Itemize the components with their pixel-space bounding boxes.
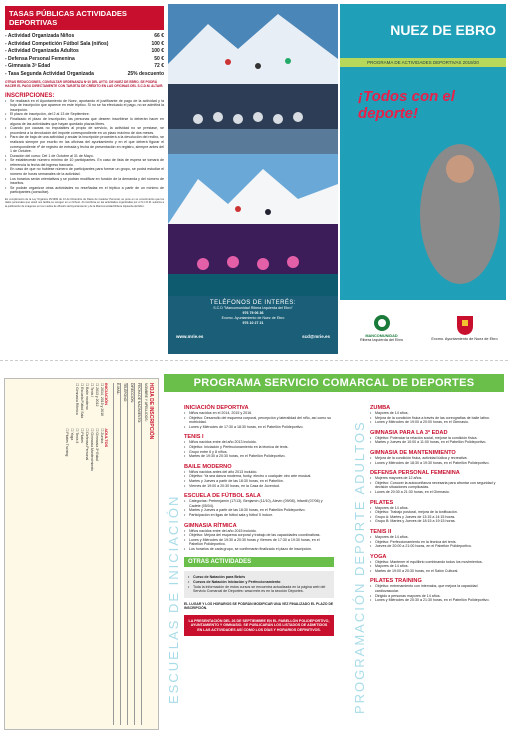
- tasa-price: 66 €: [154, 33, 164, 39]
- activity-title: GIMNASIA RÍTMICA: [184, 522, 237, 529]
- activity-title: ESCUELA DE FÚTBOL SALA: [184, 493, 261, 500]
- form-checkbox[interactable]: ☐ Defensa Personal: [84, 428, 89, 471]
- activity-line: • Martes y Jueves de 10:00 a 11:00 horas, en el Pabellón Polideportivo.: [370, 440, 502, 445]
- ayuntamiento-logo: [430, 314, 500, 341]
- mancomunidad-logo: [347, 313, 417, 342]
- right-activities: [370, 405, 502, 603]
- activity-line: • Participación en ligas de fútbol sala y fútbol 5 indoor.: [184, 513, 334, 518]
- form-checkbox[interactable]: ☐ Tenis I: [89, 383, 94, 418]
- activity-line: • Mayores de 14 años.: [370, 564, 502, 569]
- inscripciones-list: [5, 99, 164, 195]
- ayuntamiento-name: Excmo. Ayuntamiento de Nuez de Ebro: [431, 336, 498, 341]
- photo-column: [168, 4, 338, 354]
- activity-line: • Niños nacidos entre del año 2013 incluido.: [184, 440, 334, 445]
- activity-title: TENIS II: [370, 528, 392, 535]
- activity-line: • Objetivo: Trabajo postural, mejora de la tonificación.: [370, 510, 502, 515]
- contact-line: 976 79 06 36: [242, 311, 264, 315]
- form-field: [127, 383, 134, 725]
- form-checkbox[interactable]: ☐ Zumba: [99, 428, 104, 471]
- tasas-header: TASAS PÚBLICAS ACTIVIDADES DEPORTIVAS: [5, 6, 164, 30]
- activity-line: • Lunes y Miércoles de 19:30 a 20:30 horas y Viernes de 17:30 a 19:30 horas, en el Pabellón Polideportivo.: [184, 538, 334, 547]
- form-checkbox[interactable]: ☐ Escuela Fútbol Sala: [79, 383, 84, 418]
- otras-item: • Cursos de Natación Iniciación y Perfeccionamiento: [188, 580, 330, 585]
- tasa-price: 25% descuento: [127, 70, 164, 77]
- form-checkbox[interactable]: ☐ Yoga: [69, 428, 74, 471]
- activity-line: • Lunes de 20:30 a 21:30 horas, en el Gimnasio.: [370, 490, 502, 495]
- program-right-column: [370, 400, 502, 603]
- activity-line: • Martes y Jueves a partir de las 18:30 horas, en el Pabellón.: [184, 479, 334, 484]
- otras-title: OTRAS ACTIVIDADES: [184, 557, 334, 567]
- coat-of-arms-icon: [456, 314, 474, 336]
- form-field-label: E-MAIL:: [116, 383, 120, 396]
- activity-title: GIMNASIA DE MANTENIMIENTO: [370, 449, 456, 456]
- activity-line: • Martes de 19:30 a 20:30 horas, en el Pabellón Polideportivo.: [184, 454, 334, 459]
- form-group-title: ADULTOS: [104, 428, 109, 448]
- cover-subtitle-band: PROGRAMA DE ACTIVIDADES DEPORTIVAS 2019/20: [340, 58, 506, 67]
- activity-line: • Lunes y Miércoles de 20:30 a 21:30 horas, en el Pabellón Polideportivo.: [370, 598, 502, 603]
- activity-line: • Objetivo: entrenamiento con intervalos, que mejora la capacidad cardiovascular.: [370, 584, 502, 593]
- left-activities: [184, 405, 334, 551]
- form-field-label: NOMBRE Y APELLIDOS:: [144, 383, 148, 422]
- legal-text: En cumplimiento de la Ley Orgánica 15/1999 de 13 de Diciembre de Datos de Carácter Personal, se pone en su conocimiento que los datos personales que usted nos facilita se recogen en un fichero. Al inscribirse en las actividades organizadas por el S.C.D.M. autoriza a la publicación de imágenes en los medios de difusión del Ayuntamiento y de la Mancomunidad Ribera Izquierda del Ebro.: [5, 198, 164, 208]
- schedule-note: EL LUGAR Y LOS HORARIOS SE PODRÁN MODIFICAR UNA VEZ FINALIZADO EL PLAZO DE INSCRIPCIÓN.: [184, 601, 334, 611]
- program-left-column: [184, 400, 334, 636]
- brochure-inside: [0, 368, 508, 737]
- tasa-label: - Actividad Organizada Adultos: [5, 48, 79, 55]
- cover-slogan: ¡Todos con el deporte!: [358, 88, 455, 122]
- inscripcion-item: • Se realizará en el Ayuntamiento de Nuez, aportando el justificante de pago de la actividad y la hoja de inscripción que aparece en este tríptico. Si no se ha efectuado el pago, no se admitirá la inscripción.: [5, 99, 164, 113]
- form-title: HOJA DE INSCRIPCIÓN: [148, 383, 154, 440]
- ski-photo: [168, 4, 338, 84]
- activity-line: • Lunes y Miércoles de 17:30 a 18:30 horas, en el Pabellón Polideportivo.: [184, 425, 334, 430]
- tasa-row: [5, 33, 164, 41]
- tasa-row: [5, 71, 164, 79]
- registration-form: [4, 378, 159, 730]
- otras-item: • Curso de Natación para Bebés: [188, 575, 330, 580]
- form-group-title: INICIACIÓN: [104, 383, 109, 405]
- form-field: [113, 383, 120, 725]
- inscripcion-item: • En caso de que no hubiese número de participantes para formar un grupo, se podrá estudiar el número de horas semanales de la actividad.: [5, 167, 164, 176]
- inscripcion-item: • Los horarios serán orientativos y se podrán modificar en función de la demanda y del número de inscritos.: [5, 177, 164, 186]
- tasa-label: - Actividad Competición Fútbol Sala (niños): [5, 40, 109, 47]
- contact-line: 976 10 27 21: [242, 321, 264, 325]
- mancomunidad-emblem-icon: [372, 313, 392, 333]
- activity-title: PILATES TRAINING: [370, 578, 422, 585]
- activity-line: • Jueves de 20:00 a 21:00 horas, en el Pabellón Polideportivo.: [370, 544, 502, 549]
- inscripcion-item: • Cuando por causas no imputables al propio de servicio, la actividad no se prestase, se procederá a la devolución del importe correspondiente en un plazo máximo de dos meses.: [5, 126, 164, 135]
- activity-line: • Martes de 19:00 a 20:30 horas, en el Salón Cultural.: [370, 569, 502, 574]
- form-checkbox[interactable]: ☐ Baile moderno: [84, 383, 89, 418]
- tasas-column: [2, 4, 167, 354]
- tasa-row: [5, 48, 164, 56]
- activity-line: • Grupo B: Martes y Jueves de 18:15 a 19:15 horas.: [370, 519, 502, 524]
- fitness-photo: [168, 224, 338, 296]
- program-panel: [164, 374, 504, 732]
- form-checkbox[interactable]: ☐ Gimnasia Rítmica: [74, 383, 79, 418]
- activity-line: • Niños nacidos entre del año 2015 incluido.: [184, 529, 334, 534]
- athlete-photo: [340, 144, 506, 300]
- inscripcion-item: • Duración del curso: Del 1 de Octubre al 31 de Mayo.: [5, 154, 164, 159]
- activity-line: • Viernes de 19:00 a 20:30 horas, en la Casa de Juventud.: [184, 484, 334, 489]
- mancomunidad-name: MANCOMUNIDAD: [365, 333, 398, 338]
- contact-line: Excmo. Ayuntamiento de Nuez de Ebro: [221, 316, 285, 320]
- form-checkbox[interactable]: ☐ Pilates: [79, 428, 84, 471]
- activity-line: • Mayores de 14 años.: [370, 411, 502, 416]
- form-field: [141, 383, 148, 725]
- activity-title: GIMNASIA PARA LA 3ª EDAD: [370, 429, 448, 436]
- mountain-photo: [168, 154, 338, 224]
- form-checkbox[interactable]: ☐ Tenis II: [74, 428, 79, 471]
- inscripcion-item: • Finalizado el plazo de inscripción, las personas que deseen inscribirse lo deberán hacer en alguna de las actividades que hayan quedado plazas libres.: [5, 117, 164, 126]
- activity-line: • Categorías: Prebenjamín (17/13), Benjamín (11/10), Alevín (09/08), Infantil (07/06) y Cadete (05/04).: [184, 499, 334, 508]
- activity-line: • Martes y Jueves a partir de las 18:30 horas, en el Pabellón Polideportivo.: [184, 508, 334, 513]
- activity-line: • Dirigido a personas mayores de 14 años.: [370, 594, 502, 599]
- activity-line: • Objetivo: Ya sea danza moderna, funky, electro o cualquier otro arte musical.: [184, 474, 334, 479]
- form-checkbox-groups: [64, 383, 113, 725]
- otras-box: [184, 571, 334, 597]
- activity-title: TENIS I: [184, 434, 204, 441]
- tasa-row: [5, 56, 164, 64]
- form-field-label: DIRECCIÓN:: [130, 383, 134, 403]
- inscripcion-item: • Para dar de baja de una actividad y anular la inscripción procederá a la devolución del recibo, se realizará siempre por escrito en las oficinas del ayuntamiento y en el que deberá figurar el correspondiente nº de registro de entrada y fecha de presentación en registro, siempre antes del 1 de Octubre.: [5, 135, 164, 153]
- form-field-label: TELÉFONO:: [123, 383, 127, 403]
- contact-title: TELÉFONOS DE INTERÉS:: [209, 300, 297, 306]
- cover-title: NUEZ DE EBRO: [390, 22, 496, 38]
- tasa-label: - Actividad Organizada Niños: [5, 33, 75, 39]
- activity-line: • Objetivo: Potenciar la relación social, mejorar la condición física.: [370, 436, 502, 441]
- activity-line: • Mayores de 14 años.: [370, 535, 502, 540]
- tasa-label: - Defensa Personal Femenina: [5, 55, 75, 62]
- activity-title: DEFENSA PERSONAL FEMENINA: [370, 470, 460, 477]
- program-title: PROGRAMA SERVICIO COMARCAL DE DEPORTES: [164, 374, 504, 392]
- contact-line: S.C.D "Mancomunidad Ribera Izquierda del Ebro": [213, 306, 293, 310]
- tasa-label: - Tasa Segunda Actividad Organizada: [5, 70, 94, 77]
- logos-row: [340, 300, 506, 354]
- activity-title: INICIACIÓN DEPORTIVA: [184, 405, 249, 411]
- activity-title: ZUMBA: [370, 405, 391, 411]
- activity-line: • Objetivo: Conocer la autoconfianza necesaria para afrontar con seguridad y decisión situaciones complicadas.: [370, 481, 502, 490]
- email-link[interactable]: scd@mrie.es: [302, 334, 330, 339]
- activity-line: • Grupo A: Martes y Jueves de 13:15 a 14:15 horas.: [370, 515, 502, 520]
- inscripcion-item: • Se podrán organizar otras actividades no reseñadas en el tríptico a partir de un mínimo de participantes (consultar).: [5, 186, 164, 195]
- activity-line: • Objetivo: Mantener el equilibrio combinando todos los movimientos.: [370, 560, 502, 565]
- form-field-label: FECHA DE NACIMIENTO:: [137, 383, 141, 424]
- otras-item: • Toda la información de estos cursos se encuentra actualizada en la página web del Servicio Comarcal de Deportes: www.mrie.es en la sección Deportes.: [188, 585, 330, 594]
- registration-form-rotated: [5, 379, 158, 729]
- activity-line: • Mejora de la condición física, actividad lúdica y recreativa.: [370, 456, 502, 461]
- activity-title: BAILE MODERNO: [184, 463, 232, 470]
- page-divider: [0, 360, 508, 361]
- brochure-outside: [0, 0, 508, 357]
- tasa-price: 72 €: [154, 63, 164, 70]
- activity-line: • Mujeres mayores de 12 años.: [370, 476, 502, 481]
- inscripcion-item: • Se establecerán número mínimo de 10 participantes. En caso de lista de espera se tomará de referencia la fecha del ingreso bancario.: [5, 158, 164, 167]
- mancomunidad-subtitle: Ribera Izquierda del Ebro: [359, 337, 404, 342]
- form-fields: [113, 383, 148, 725]
- activity-line: • Lunes y Miércoles de 18:30 a 19:30 horas, en el Pabellón Polideportivo.: [370, 461, 502, 466]
- tasa-row: [5, 63, 164, 71]
- form-group: [64, 428, 109, 471]
- form-group: [74, 383, 109, 418]
- team-photo: [168, 84, 338, 154]
- activity-line: • Grupo entre 6 y 8 niños.: [184, 450, 334, 455]
- inscripcion-item: • El plazo de inscripción, del 2 al 13 de Septiembre.: [5, 112, 164, 117]
- side-label-right: PROGRAMACIÓN DEPORTE ADULTOS: [352, 420, 367, 714]
- tasa-price: 50 €: [154, 55, 164, 62]
- activity-line: • Lunes y Miércoles de 19:00 a 20:00 horas, en el Gimnasio.: [370, 420, 502, 425]
- activity-line: • Objetivo: Perfeccionamiento en la técnica del tenis.: [370, 540, 502, 545]
- form-field: [120, 383, 127, 725]
- tasa-price: 100 €: [151, 40, 164, 47]
- activity-title: PILATES: [370, 499, 394, 506]
- activity-title: YOGA: [370, 553, 387, 560]
- activity-line: • Mejora de la condición física a través de las coreografías de baile latino.: [370, 416, 502, 421]
- tasas-note: OTRAS REDUCCIONES, CONSULTAR ORDENANZA Nº10 DEL AYTO. DE NUEZ DE EBRO. SE PODRÁ HACER EL PAGO DIRECTAMENTE CON TARJETA DE CRÉDITO EN LAS OFICINAS DEL S.C.D.M. ALTAIR.: [5, 79, 164, 88]
- form-checkbox[interactable]: ☐ 2013 y 2012: [94, 383, 99, 418]
- activity-line: • Objetivo: Iniciación y Perfeccionamiento en la técnica de tenis.: [184, 445, 334, 450]
- tasa-price: 100 €: [151, 48, 164, 55]
- website-link[interactable]: www.mrie.es: [176, 334, 204, 339]
- activity-line: • Mayores de 14 años.: [370, 506, 502, 511]
- inscripciones-title: INSCRIPCIONES:: [5, 92, 55, 99]
- presentation-notice: LA PRESENTACIÓN DEL 26 DE SEPTIEMBRE EN EL PABELLÓN POLIDEPORTIVO, AYUNTAMIENTO Y GIMNASIO. SE PUBLICARÁN LOS LISTADOS DE ADMITIDOS EN LAS ACTIVIDADES ASÍ COMO LOS DÍAS Y HORARIOS DEFINITIVOS.: [184, 615, 334, 637]
- activity-line: • Objetivo: Desarrollo del esquema corporal, percepción y lateralidad del niño, así como su motricidad.: [184, 416, 334, 425]
- tasa-label: - Gimnasia 3ª Edad: [5, 63, 51, 70]
- form-checkbox[interactable]: ☐ Gimnasia 3ª Edad: [94, 428, 99, 471]
- activity-line: • Los horarios de cada grupo, se confirmarán finalizado el plazo de inscripción.: [184, 547, 334, 552]
- cover-column: [340, 4, 506, 354]
- activity-line: • Niños nacidos antes del año 2013 incluido.: [184, 470, 334, 475]
- form-checkbox[interactable]: ☐ Gimnasia Mantenimiento: [89, 428, 94, 471]
- tasas-list: [5, 33, 164, 79]
- tasa-row: [5, 41, 164, 49]
- form-field: [134, 383, 141, 725]
- form-checkbox[interactable]: ☐ Pilates Training: [64, 428, 69, 471]
- activity-line: • Niños nacidos en el 2014, 2015 y 2016.: [184, 411, 334, 416]
- form-checkbox[interactable]: ☐ 2014, 2015 y 2016: [99, 383, 104, 418]
- side-label-left: ESCUELAS DE INICIACIÓN: [166, 494, 181, 704]
- contact-box: [168, 296, 338, 354]
- activity-line: • Objetivo: Mejora del esquema corporal y trabajo de las capacidades coordinativas.: [184, 533, 334, 538]
